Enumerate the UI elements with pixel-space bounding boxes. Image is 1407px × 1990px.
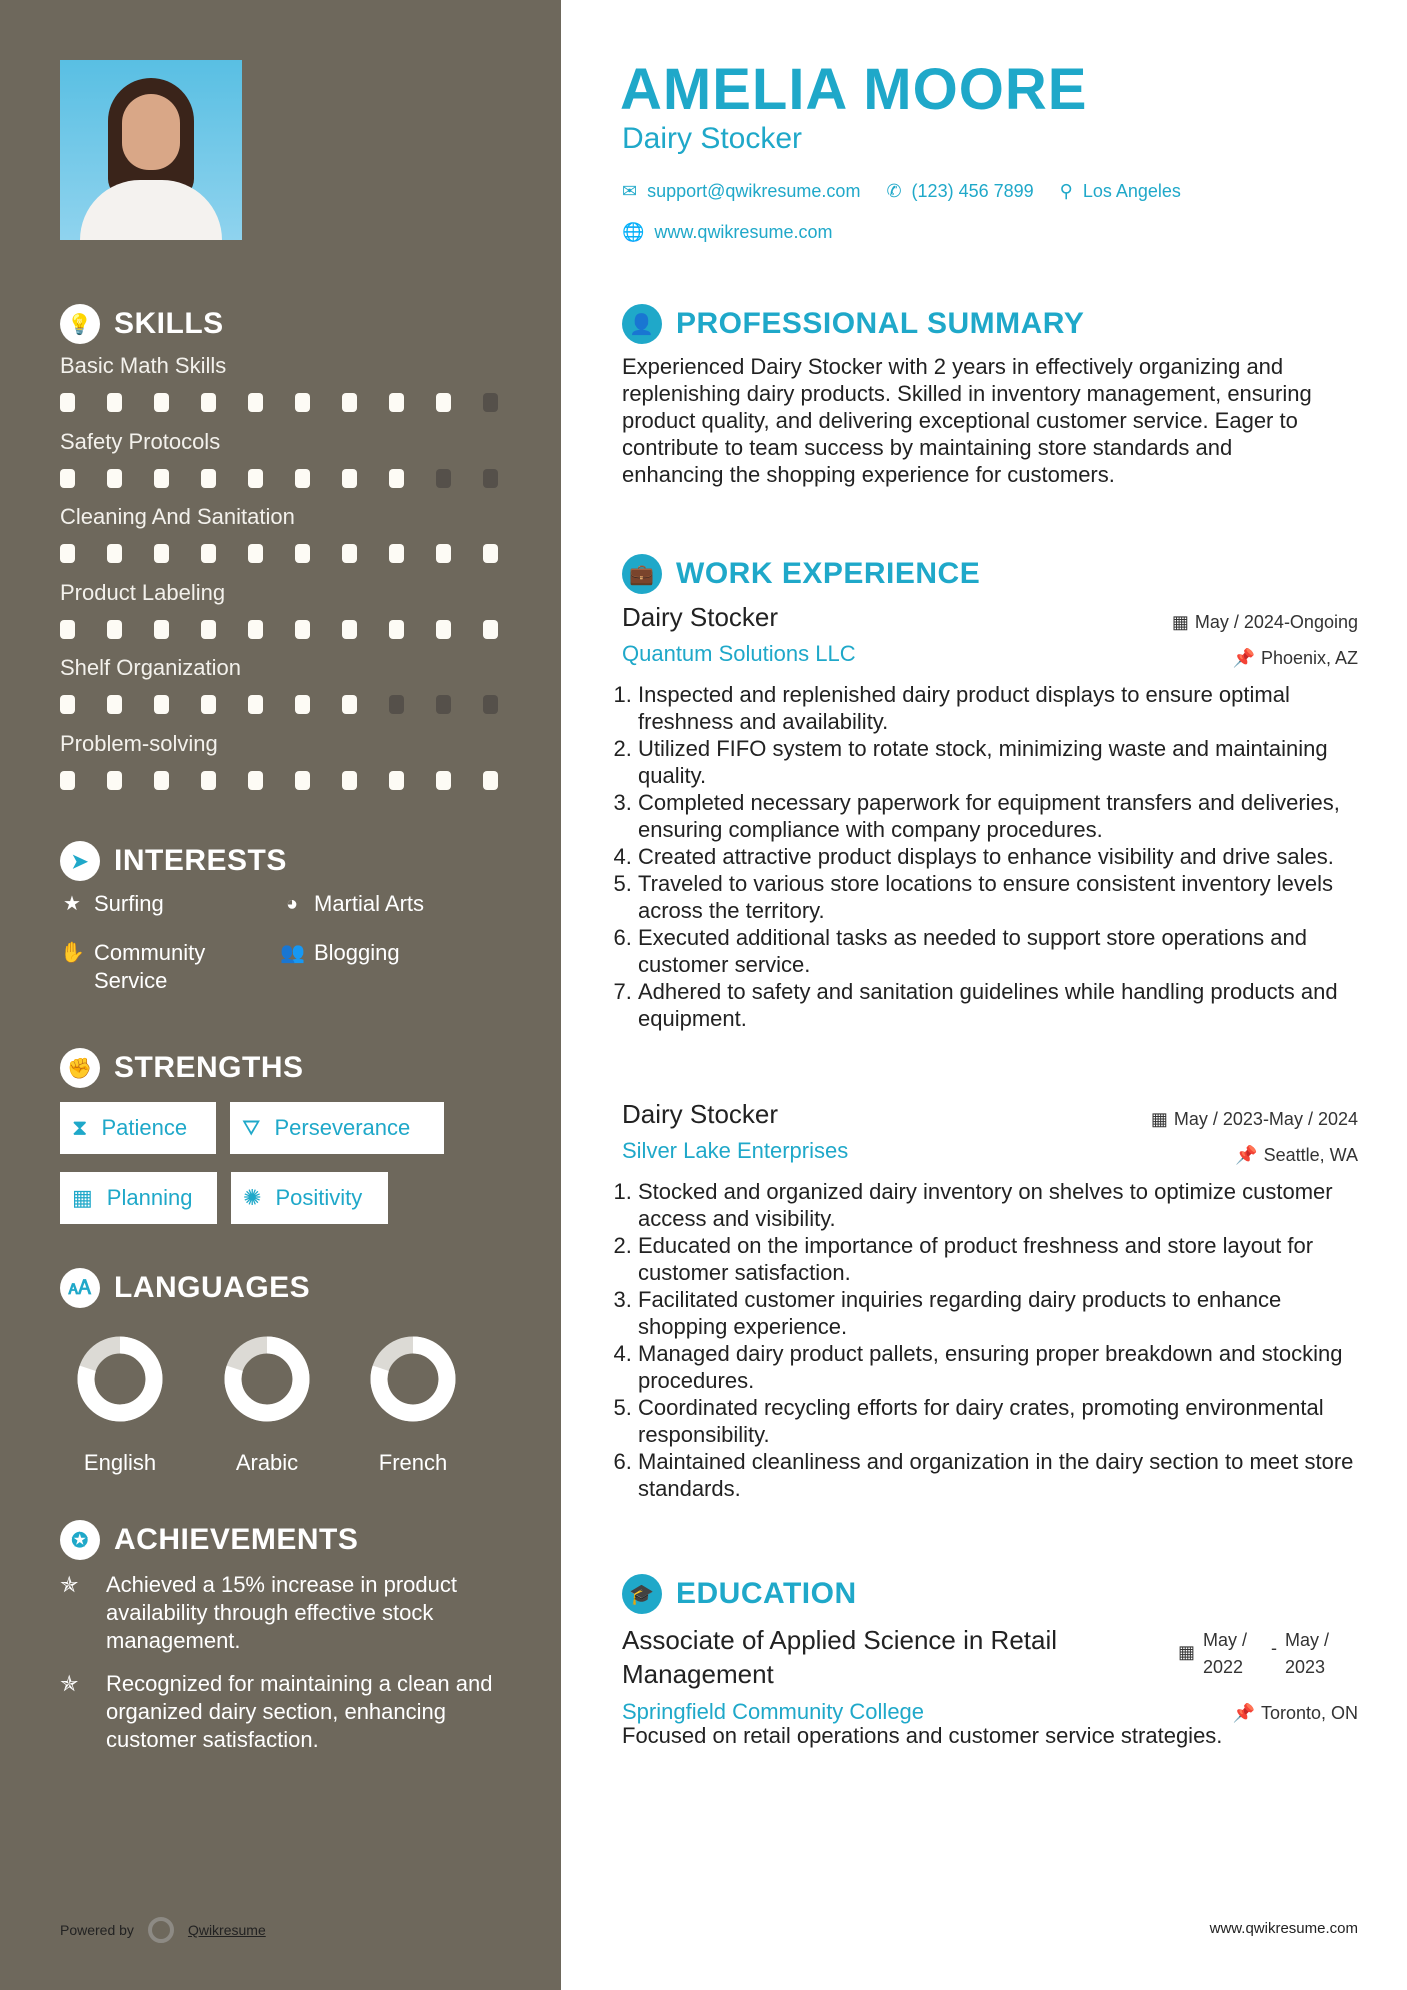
heading-text: SKILLS (114, 307, 224, 340)
rating-dot-filled (248, 544, 263, 563)
strengths-heading (60, 1048, 304, 1088)
rating-dot-empty (436, 695, 451, 714)
rating-dot-empty (483, 695, 498, 714)
phone: (123) 456 7899 (911, 181, 1034, 201)
start-date: May / 2022 (1203, 1630, 1248, 1677)
skill-item (60, 731, 520, 790)
heading-text: ACHIEVEMENTS (114, 1523, 359, 1556)
end-date: May / 2023 (1285, 1630, 1330, 1677)
pushpin-icon: 📌 (1235, 1145, 1258, 1165)
language-item (197, 1335, 337, 1476)
dates-text: May / 2023-May / 2024 (1173, 1109, 1358, 1129)
strength-chip (230, 1102, 444, 1154)
experience-heading (622, 554, 980, 594)
rating-dot-filled (342, 544, 357, 563)
date-separator: - (1271, 1638, 1278, 1658)
bullet-item: 1. Inspected and replenished dairy product displays to ensure optimal freshness and availability. (638, 681, 1358, 735)
languages-heading (60, 1268, 310, 1308)
skill-item (60, 580, 520, 639)
rating-dot-filled (436, 393, 451, 412)
lightbulb-icon: 💡 (60, 304, 100, 344)
skill-rating (60, 469, 520, 488)
job-dates (1151, 1109, 1358, 1130)
strength-label: Planning (106, 1185, 193, 1210)
language-label: French (378, 1450, 448, 1475)
language-donut (50, 1335, 190, 1425)
achievement-text: Achieved a 15% increase in product availability through effective stock management. (106, 1572, 457, 1653)
rating-dot-filled (201, 544, 216, 563)
skill-rating (60, 544, 520, 563)
interest-item (60, 939, 260, 995)
rating-dot-filled (201, 469, 216, 488)
strength-chip (60, 1172, 217, 1224)
rating-dot-filled (295, 393, 310, 412)
bullet-item: 6. Maintained cleanliness and organization in the dairy section to meet store standards. (638, 1448, 1358, 1502)
job-position: Dairy Stocker (622, 602, 779, 632)
rating-dot-filled (436, 620, 451, 639)
education-location (1233, 1703, 1358, 1724)
company: Silver Lake Enterprises (622, 1138, 849, 1163)
rating-dot-empty (483, 469, 498, 488)
summary-heading (622, 304, 1084, 344)
rating-dot-filled (248, 393, 263, 412)
bullet-item: 2. Educated on the importance of product freshness and store layout for customer satisfaction. (638, 1232, 1358, 1286)
envelope-icon: ✉ (622, 181, 638, 201)
pushpin-icon: 📌 (1232, 648, 1255, 668)
rating-dot-filled (389, 771, 404, 790)
rating-dot-filled (107, 469, 122, 488)
rating-dot-filled (107, 620, 122, 639)
strength-chip (231, 1172, 388, 1224)
bullet-item: 3. Completed necessary paperwork for equipment transfers and deliveries, ensuring compliance with company procedures. (638, 789, 1358, 843)
rating-dot-filled (248, 695, 263, 714)
sun-icon: ✺ (243, 1185, 262, 1210)
bullet-item: 7. Adhered to safety and sanitation guidelines while handling products and equipment. (638, 978, 1358, 1032)
rating-dot-empty (436, 469, 451, 488)
job-entry (622, 602, 1358, 1032)
interests-heading (60, 841, 287, 881)
rating-dot-filled (154, 393, 169, 412)
rating-dot-filled (248, 771, 263, 790)
job-entry (622, 1099, 1358, 1502)
skill-rating (60, 620, 520, 639)
shooting-star-icon: ✯ (60, 1572, 79, 1597)
paper-plane-icon: ➤ (60, 841, 100, 881)
rating-dot-filled (154, 695, 169, 714)
heading-text: EDUCATION (676, 1577, 857, 1610)
education-heading (622, 1574, 857, 1614)
calendar-icon: ▦ (1171, 612, 1189, 632)
skill-item (60, 655, 520, 714)
interest-label: Blogging (314, 940, 400, 965)
rating-dot-filled (201, 695, 216, 714)
strength-chip (60, 1102, 216, 1154)
rating-dot-empty (389, 695, 404, 714)
interest-label: Martial Arts (314, 891, 425, 916)
language-donut (197, 1335, 337, 1425)
rating-dot-filled (248, 620, 263, 639)
shooting-star-icon: ✯ (60, 1671, 79, 1696)
language-label: English (83, 1450, 157, 1475)
interest-label: Community Service (94, 940, 206, 993)
interest-item (280, 890, 424, 918)
rating-dot-filled (248, 469, 263, 488)
rating-dot-filled (60, 695, 75, 714)
skill-item (60, 504, 520, 563)
rating-dot-filled (389, 469, 404, 488)
rating-dot-filled (154, 544, 169, 563)
interest-item (280, 939, 400, 967)
rating-dot-filled (483, 771, 498, 790)
rating-dot-filled (60, 393, 75, 412)
achievement-item (60, 1670, 510, 1754)
achievement-item (60, 1571, 500, 1655)
candidate-name: AMELIA MOORE (620, 57, 1088, 122)
rating-dot-filled (483, 620, 498, 639)
skill-label: Safety Protocols (60, 428, 221, 454)
rating-dot-filled (107, 544, 122, 563)
education-dates (1178, 1627, 1345, 1681)
calendar-icon: ▦ (72, 1185, 93, 1210)
strength-label: Positivity (275, 1185, 363, 1210)
footer-website[interactable]: www.qwikresume.com (1209, 1920, 1358, 1937)
rating-dot-filled (295, 620, 310, 639)
rating-dot-filled (154, 469, 169, 488)
pushpin-icon: 📌 (1232, 1703, 1255, 1723)
interest-label: Surfing (94, 891, 164, 916)
rating-dot-filled (342, 771, 357, 790)
job-location (1235, 1145, 1358, 1166)
rating-dot-filled (342, 620, 357, 639)
skill-label: Problem-solving (60, 730, 218, 756)
rating-dot-filled (107, 695, 122, 714)
globe-icon: ◕ (285, 893, 299, 915)
bullet-item: 2. Utilized FIFO system to rotate stock, minimizing waste and maintaining quality. (638, 735, 1358, 789)
powered-by-text: Powered by (60, 1922, 134, 1938)
rating-dot-filled (295, 544, 310, 563)
location: Los Angeles (1082, 181, 1181, 201)
rating-dot-filled (342, 393, 357, 412)
website[interactable]: www.qwikresume.com (654, 222, 833, 242)
company: Quantum Solutions LLC (622, 641, 856, 666)
bullet-item: 5. Coordinated recycling efforts for dairy crates, promoting environmental responsibility. (638, 1394, 1358, 1448)
graduation-cap-icon: 🎓 (622, 1574, 662, 1614)
hourglass-icon: ⧗ (72, 1115, 88, 1140)
rating-dot-filled (436, 544, 451, 563)
job-position: Dairy Stocker (622, 1099, 779, 1129)
rating-dot-filled (483, 544, 498, 563)
award-star-icon: ✪ (60, 1520, 100, 1560)
skill-rating (60, 393, 520, 412)
skill-rating (60, 771, 520, 790)
skill-rating (60, 695, 520, 714)
language-donut (343, 1335, 483, 1425)
language-item (50, 1335, 190, 1476)
rating-dot-filled (60, 771, 75, 790)
skill-label: Cleaning And Sanitation (60, 504, 295, 529)
brand-link[interactable]: Qwikresume (187, 1922, 266, 1938)
briefcase-icon: 💼 (622, 554, 662, 594)
heading-text: LANGUAGES (114, 1271, 311, 1304)
calendar-icon: ▦ (1150, 1109, 1168, 1129)
job-title: Dairy Stocker (622, 122, 803, 155)
phone-icon: ✆ (886, 181, 902, 201)
email[interactable]: support@qwikresume.com (647, 181, 861, 201)
rating-dot-filled (154, 620, 169, 639)
location-text: Toronto, ON (1260, 1703, 1358, 1723)
heading-text: PROFESSIONAL SUMMARY (676, 307, 1085, 340)
hand-icon: ✋ (60, 942, 85, 964)
sidebar (0, 0, 561, 1990)
skill-item (60, 353, 520, 412)
rating-dot-filled (107, 393, 122, 412)
rating-dot-filled (201, 771, 216, 790)
bullet-item: 4. Created attractive product displays to enhance visibility and drive sales. (638, 843, 1358, 870)
contact-row (622, 181, 1181, 202)
rating-dot-empty (483, 393, 498, 412)
achievements-heading (60, 1520, 358, 1560)
heading-text: WORK EXPERIENCE (676, 557, 981, 590)
education-description: Focused on retail operations and customer service strategies. (622, 1723, 1223, 1748)
skill-item (60, 429, 520, 488)
location-text: Phoenix, AZ (1260, 648, 1358, 668)
qwikresume-logo-icon (148, 1917, 174, 1943)
calendar-icon: ▦ (1178, 1642, 1196, 1662)
rating-dot-filled (389, 544, 404, 563)
rating-dot-filled (389, 393, 404, 412)
language-item (343, 1335, 483, 1476)
rating-dot-filled (295, 771, 310, 790)
heading-text: INTERESTS (114, 844, 287, 877)
interest-item (60, 890, 164, 918)
school: Springfield Community College (622, 1699, 925, 1724)
degree: Associate of Applied Science in Retail Management (622, 1625, 1058, 1689)
website-row (622, 222, 832, 243)
strength-label: Perseverance (274, 1115, 411, 1140)
bullet-item: 3. Facilitated customer inquiries regarding dairy products to enhance shopping experience. (638, 1286, 1358, 1340)
skill-label: Shelf Organization (60, 655, 241, 680)
summary-text: Experienced Dairy Stocker with 2 years in effectively organizing and replenishing dairy products. Skilled in inventory management, ensuring product quality, and delivering exceptional customer service. Eager to contribute to team success by maintaining store standards and enhancing the shopping experience for customers. (622, 354, 1312, 487)
skills-heading (60, 304, 224, 344)
rating-dot-filled (342, 469, 357, 488)
job-dates (1172, 612, 1358, 633)
bullet-item: 6. Executed additional tasks as needed to support store operations and customer service. (638, 924, 1358, 978)
globe-icon: 🌐 (622, 222, 645, 242)
location-text: Seattle, WA (1263, 1145, 1358, 1165)
language-label: Arabic (235, 1450, 299, 1475)
road-icon: ⛛ (242, 1115, 261, 1140)
rating-dot-filled (60, 544, 75, 563)
strength-label: Patience (101, 1115, 188, 1140)
rating-dot-filled (295, 469, 310, 488)
rating-dot-filled (60, 620, 75, 639)
job-bullets (614, 1178, 1358, 1502)
skill-label: Basic Math Skills (60, 353, 227, 378)
bullet-item: 4. Managed dairy product pallets, ensuring proper breakdown and stocking procedures. (638, 1340, 1358, 1394)
users-icon: 👥 (280, 942, 305, 964)
job-location (1233, 648, 1358, 669)
rating-dot-filled (107, 771, 122, 790)
language-icon: 🗚 (60, 1268, 100, 1308)
map-pin-icon: ⚲ (1059, 181, 1073, 201)
user-icon: 👤 (622, 304, 662, 344)
rating-dot-filled (201, 620, 216, 639)
job-bullets (614, 681, 1358, 1032)
rating-dot-filled (342, 695, 357, 714)
powered-by (60, 1917, 266, 1943)
rating-dot-filled (154, 771, 169, 790)
rating-dot-filled (201, 393, 216, 412)
profile-photo (60, 60, 242, 240)
rating-dot-filled (436, 771, 451, 790)
achievement-text: Recognized for maintaining a clean and organized dairy section, enhancing customer satisfaction. (106, 1671, 493, 1752)
bullet-item: 1. Stocked and organized dairy inventory on shelves to optimize customer access and visibility. (638, 1178, 1358, 1232)
rating-dot-filled (295, 695, 310, 714)
heading-text: STRENGTHS (114, 1051, 304, 1084)
skill-label: Product Labeling (60, 579, 226, 605)
rating-dot-filled (389, 620, 404, 639)
fist-icon: ✊ (60, 1048, 100, 1088)
rating-dot-filled (60, 469, 75, 488)
dates-text: May / 2024-Ongoing (1194, 612, 1358, 632)
bullet-item: 5. Traveled to various store locations to ensure consistent inventory levels across the territory. (638, 870, 1358, 924)
star-icon: ★ (63, 893, 81, 915)
